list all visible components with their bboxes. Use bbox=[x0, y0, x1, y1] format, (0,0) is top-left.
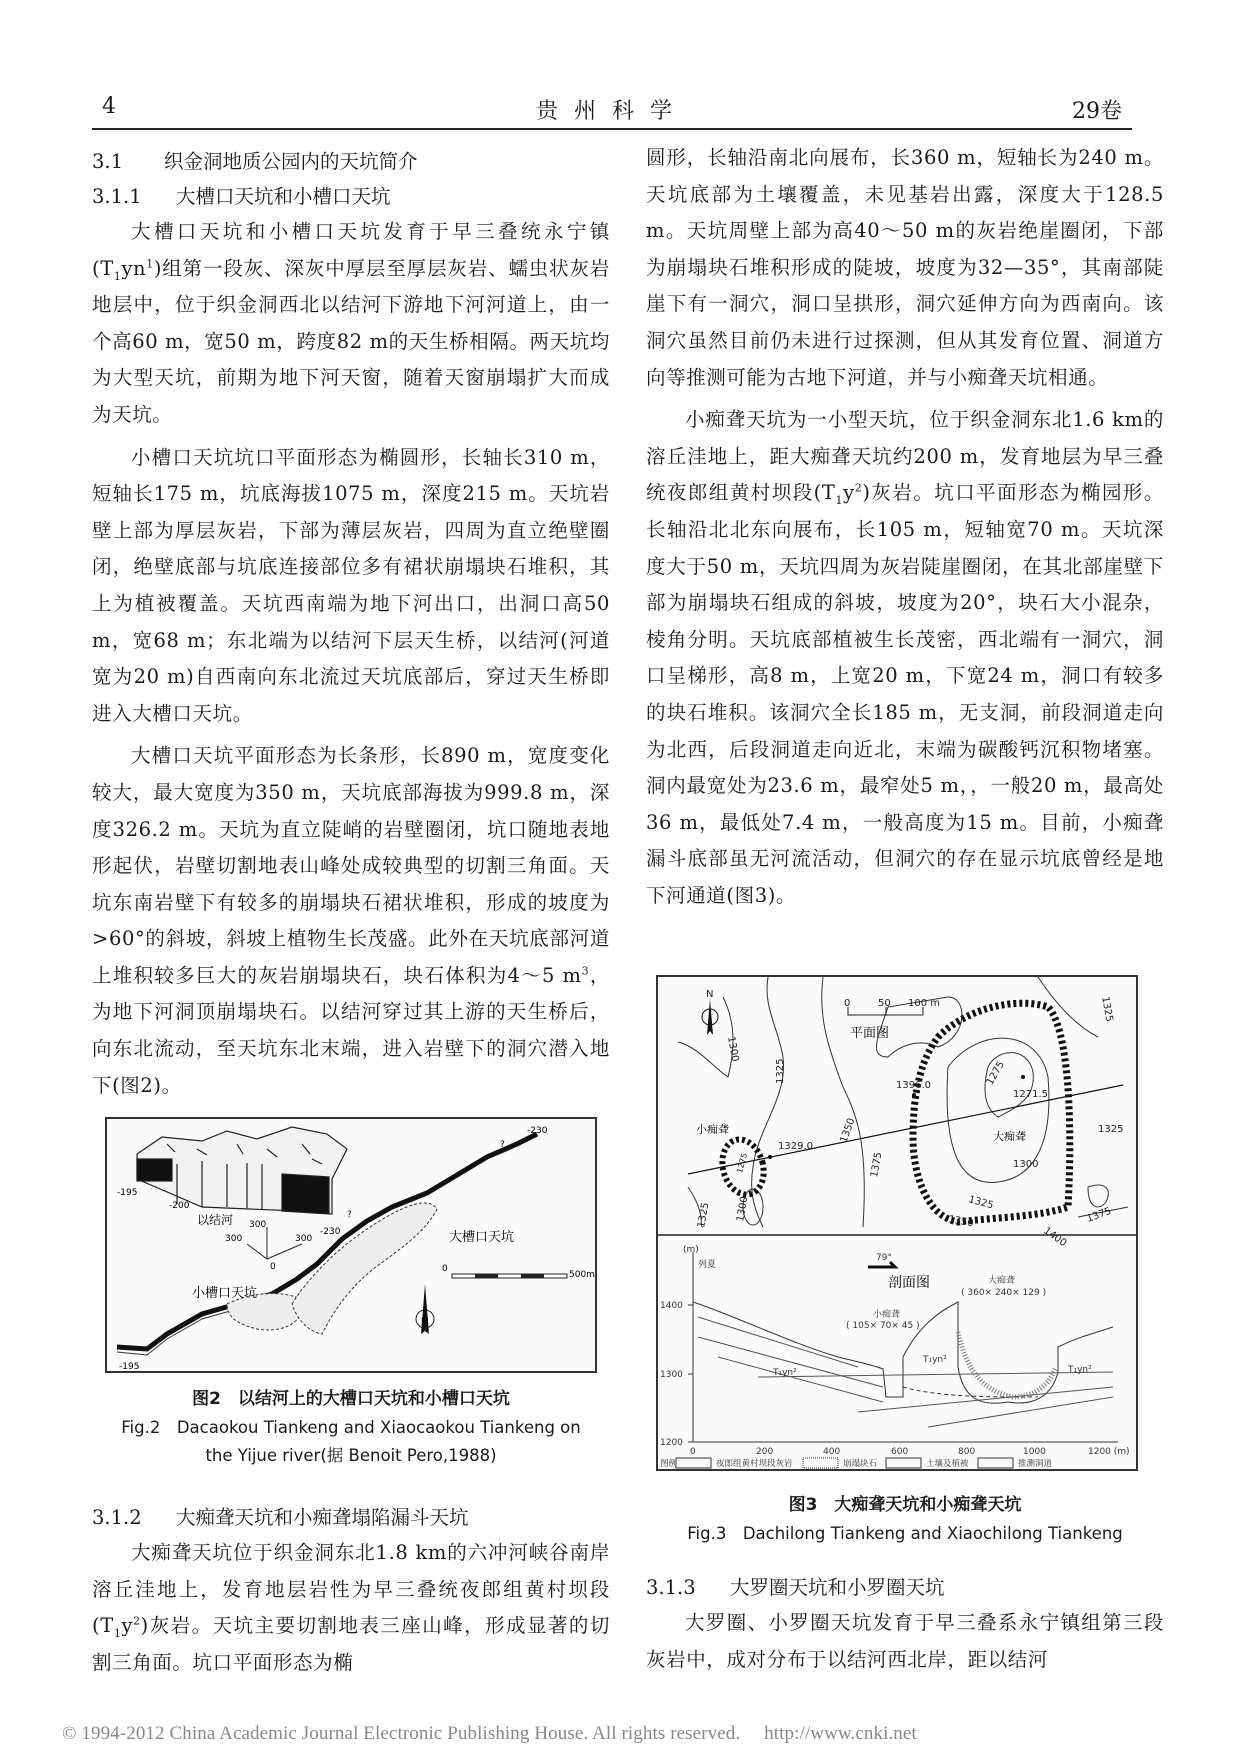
section-heading-3-1: 3.1 织金洞地质公园内的天坑简介 bbox=[92, 150, 418, 173]
label-elev: -200 bbox=[169, 1201, 190, 1211]
left-column bbox=[92, 144, 610, 1104]
label-elev: -230 bbox=[527, 1126, 548, 1136]
north-arrow-icon bbox=[702, 999, 718, 1035]
section-heading-3-1-3: 3.1.3 大罗圈天坑和小罗圈天坑 bbox=[646, 1576, 945, 1599]
svg-text:1200: 1200 bbox=[660, 1438, 683, 1448]
svg-text:1300: 1300 bbox=[735, 1195, 751, 1223]
right-column bbox=[646, 140, 1164, 914]
svg-text:1396.0: 1396.0 bbox=[896, 1080, 931, 1091]
label-elev: -195 bbox=[119, 1362, 140, 1371]
svg-text:( 105× 70× 45 ): ( 105× 70× 45 ) bbox=[846, 1321, 920, 1331]
label-dachilong: 大痴聋 bbox=[993, 1130, 1026, 1143]
svg-text:1000: 1000 bbox=[1023, 1447, 1046, 1457]
label-xiaochilong: 小痴聋 bbox=[696, 1123, 729, 1136]
svg-text:1275: 1275 bbox=[735, 1152, 750, 1175]
right-column-bottom bbox=[646, 1570, 1164, 1678]
svg-text:200: 200 bbox=[756, 1447, 774, 1457]
svg-text:1325: 1325 bbox=[696, 1201, 712, 1229]
svg-text:( 360× 240× 129 ): ( 360× 240× 129 ) bbox=[961, 1288, 1047, 1298]
svg-text:100 m: 100 m bbox=[908, 998, 941, 1009]
section-heading-3-1-1: 3.1.1 大槽口天坑和小槽口天坑 bbox=[92, 185, 391, 208]
svg-text:1300: 1300 bbox=[725, 1035, 741, 1063]
svg-text:N: N bbox=[421, 1317, 429, 1327]
figure-3-caption: 图3 大痴聋天坑和小痴聋天坑 Fig.3 Dachilong Tiankeng and Xiaochilong Tiankeng bbox=[687, 1495, 1123, 1543]
svg-text:夜郎组黄村坝段灰岩: 夜郎组黄村坝段灰岩 bbox=[716, 1459, 793, 1469]
svg-text:0: 0 bbox=[690, 1447, 696, 1457]
paragraph: 大罗圈、小罗圈天坑发育于早三叠系永宁镇组第三段灰岩中，成对分布于以结河西北岸，距以结河 bbox=[646, 1611, 1164, 1671]
svg-text:400: 400 bbox=[823, 1447, 841, 1457]
svg-text:1271.5: 1271.5 bbox=[1013, 1089, 1048, 1100]
svg-text:1300: 1300 bbox=[1013, 1159, 1039, 1170]
svg-text:1325: 1325 bbox=[1098, 1124, 1124, 1135]
svg-text:?: ? bbox=[347, 1210, 352, 1220]
svg-text:50: 50 bbox=[878, 998, 891, 1009]
svg-text:1400: 1400 bbox=[1041, 1225, 1069, 1250]
svg-text:300: 300 bbox=[225, 1234, 243, 1244]
svg-text:0: 0 bbox=[844, 998, 851, 1009]
svg-text:图例: 图例 bbox=[660, 1459, 678, 1469]
svg-text:1350: 1350 bbox=[947, 1214, 975, 1230]
svg-text:500m: 500m bbox=[569, 1270, 595, 1280]
paragraph: 大槽口天坑平面形态为长条形，长890 m，宽度变化较大，最大宽度为350 m，天坑底部海拔为999.8 m，深度326.2 m。天坑为直立陡峭的岩壁圈闭，坑口随地表地形起伏，岩壁切割地表山峰处成较典型的切割三角面。天坑东南岩壁下有较多的崩塌块石裙状堆积，形成的坡度为>60°的斜坡，斜坡上植物生长茂盛。此外在天坑底部河道上堆积较多巨大的灰岩崩塌块石，块石体积为4～5 $m^3$，为地下河洞顶崩塌块石。以结河穿过其上游的天生桥后，向东北流动，至天坑东北末端，进入岩壁下的洞穴潜入地下(图2)。 bbox=[92, 744, 610, 1097]
svg-text:崩塌块石: 崩塌块石 bbox=[843, 1459, 878, 1469]
figure-2-drawing bbox=[107, 1119, 595, 1371]
svg-text:T₁yn²: T₁yn² bbox=[1068, 1365, 1092, 1375]
svg-text:土壤及植被: 土壤及植被 bbox=[926, 1459, 969, 1469]
svg-text:600: 600 bbox=[891, 1447, 909, 1457]
paragraph: 小槽口天坑坑口平面形态为椭圆形，长轴长310 m，短轴长175 m，坑底海拔1075 m，深度215 m。天坑岩壁上部为厚层灰岩，下部为薄层灰岩，四周为直立绝壁圈闭，绝壁底部与坑底连接部位多有裙状崩塌块石堆积，其上为植被覆盖。天坑西南端为地下河出口，出洞口高50 m，宽68 m；东北端为以结河下层天生桥，以结河(河道宽为20 m)自西南向东北流过天坑底部后，穿过天生桥即进入大槽口天坑。 bbox=[92, 445, 610, 725]
svg-text:1325: 1325 bbox=[775, 1058, 786, 1084]
svg-text:?: ? bbox=[500, 1140, 505, 1150]
svg-text:0: 0 bbox=[442, 1264, 448, 1274]
figure-2-caption: 图2 以结河上的大槽口天坑和小槽口天坑 Fig.2 Dacaokou Tiankeng and Xiaocaokou Tiankeng on the Yijue river(据 Benoit Pero,1988) bbox=[121, 1389, 581, 1465]
paragraph: 圆形，长轴沿南北向展布，长360 m，短轴长为240 m。天坑底部为土壤覆盖，未见基岩出露，深度大于128.5 m。天坑周壁上部为高40～50 m的灰岩绝崖圈闭，下部为崩塌块石堆积形成的陡坡，坡度为32—35°，其南部陡崖下有一洞穴，洞口呈拱形，洞穴延伸方向为西南向。该洞穴虽然目前仍未进行过探测，但从其发育位置、洞道方向等推测可能为古地下河道，并与小痴聋天坑相通。 bbox=[646, 146, 1164, 389]
paragraph: 大槽口天坑和小槽口天坑发育于早三叠统永宁镇$(T_1yn^1)$组第一段灰、深灰中厚层至厚层灰岩、蠕虫状灰岩地层中，位于织金洞西北以结河下游地下河河道上，由一个高60 m，宽50 m，跨度82 m的天生桥相隔。两天坑均为大型天坑，前期为地下河天窗，随着天窗崩塌扩大而成为天坑。 bbox=[92, 220, 610, 426]
svg-text:推测洞道: 推测洞道 bbox=[1018, 1459, 1053, 1469]
running-header bbox=[92, 92, 1132, 130]
plan-title: 平面图 bbox=[850, 1026, 890, 1041]
svg-text:(m): (m) bbox=[683, 1245, 699, 1255]
svg-text:1329.0: 1329.0 bbox=[778, 1141, 813, 1152]
svg-text:1375: 1375 bbox=[1085, 1205, 1113, 1225]
svg-text:1325: 1325 bbox=[967, 1194, 995, 1212]
scale-bar bbox=[452, 1274, 567, 1278]
svg-text:大痴聋: 大痴聋 bbox=[988, 1276, 1016, 1286]
journal-title: 贵州科学 bbox=[535, 99, 688, 124]
svg-text:1275: 1275 bbox=[984, 1059, 1007, 1088]
svg-text:800: 800 bbox=[958, 1447, 976, 1457]
dachilong-rim bbox=[913, 1003, 1070, 1222]
figure-2-map bbox=[105, 1117, 597, 1373]
svg-text:T₁yn²: T₁yn² bbox=[923, 1355, 947, 1365]
svg-text:列夏: 列夏 bbox=[698, 1260, 717, 1270]
paragraph: 小痴聋天坑为一小型天坑，位于织金洞东北1.6 km的溶丘洼地上，距大痴聋天坑约200 m，发育地层为早三叠统夜郎组黄村坝段$(T_1y^2)$灰岩。坑口平面形态为椭园形。长轴沿北北东向展布，长105 m，短轴宽70 m。天坑深度大于50 m，天坑四周为灰岩陡崖圈闭，在其北部崖壁下部为崩塌块石组成的斜坡，坡度为20°，块石大小混杂，棱角分明。天坑底部植被生长茂密，西北端有一洞穴，洞口呈梯形，高8 m，上宽20 m，下宽24 m，洞口有较多的块石堆积。该洞穴全长185 m，无支洞，前段洞道走向为北西，后段洞道走向近北，末端为碳酸钙沉积物堵塞。洞内最宽处为23.6 m，最窄处5 m，，一般20 m，最高处36 m，最低处7.4 m，一般高度为15 m。目前，小痴聋漏斗底部虽无河流活动，但洞穴的存在显示坑底曾经是地下河通道(图3)。 bbox=[646, 408, 1164, 907]
svg-text:1325: 1325 bbox=[1099, 995, 1115, 1023]
label-xiaocaokou: 小槽口天坑 bbox=[192, 1286, 258, 1301]
svg-text:1300: 1300 bbox=[660, 1370, 683, 1380]
inset-axes bbox=[247, 1227, 302, 1259]
volume-label: 29卷 bbox=[1072, 99, 1122, 124]
svg-text:79°: 79° bbox=[876, 1253, 892, 1263]
paragraph: 大痴聋天坑位于织金洞东北1.8 km的六冲河峡谷南岸溶丘洼地上，发育地层岩性为早三叠统夜郎组黄村坝段$(T_1y^2)$灰岩。天坑主要切割地表三座山峰，形成显著的切割三角面。坑口平面形态为椭 bbox=[92, 1541, 610, 1674]
section-heading-3-1-2: 3.1.2 大痴聋天坑和小痴聋塌陷漏斗天坑 bbox=[92, 1506, 469, 1529]
svg-text:小痴聋: 小痴聋 bbox=[873, 1310, 901, 1320]
svg-text:300: 300 bbox=[249, 1220, 267, 1230]
svg-text:1375: 1375 bbox=[869, 1151, 885, 1179]
svg-text:1200 (m): 1200 (m) bbox=[1088, 1447, 1130, 1457]
legend bbox=[660, 1458, 1053, 1469]
left-column-bottom bbox=[92, 1500, 610, 1681]
label-river: 以结河 bbox=[197, 1213, 234, 1227]
figure-3-drawing bbox=[658, 977, 1136, 1469]
label-elev: -230 bbox=[320, 1227, 341, 1237]
copyright-footer: © 1994-2012 China Academic Journal Electronic Publishing House. All rights reserved. http://www.cnki.net bbox=[62, 1723, 917, 1744]
section-title: 剖面图 bbox=[888, 1275, 930, 1291]
svg-text:N: N bbox=[706, 989, 714, 1000]
svg-text:0: 0 bbox=[270, 1262, 276, 1272]
figure-3 bbox=[656, 975, 1138, 1471]
svg-text:1350: 1350 bbox=[838, 1116, 858, 1145]
page-number: 4 bbox=[102, 94, 116, 119]
svg-text:300: 300 bbox=[295, 1234, 313, 1244]
label-elev: -195 bbox=[117, 1188, 138, 1198]
svg-text:T₁yn²: T₁yn² bbox=[773, 1368, 797, 1378]
label-dacaokou: 大槽口天坑 bbox=[449, 1230, 515, 1245]
svg-text:1400: 1400 bbox=[660, 1301, 683, 1311]
